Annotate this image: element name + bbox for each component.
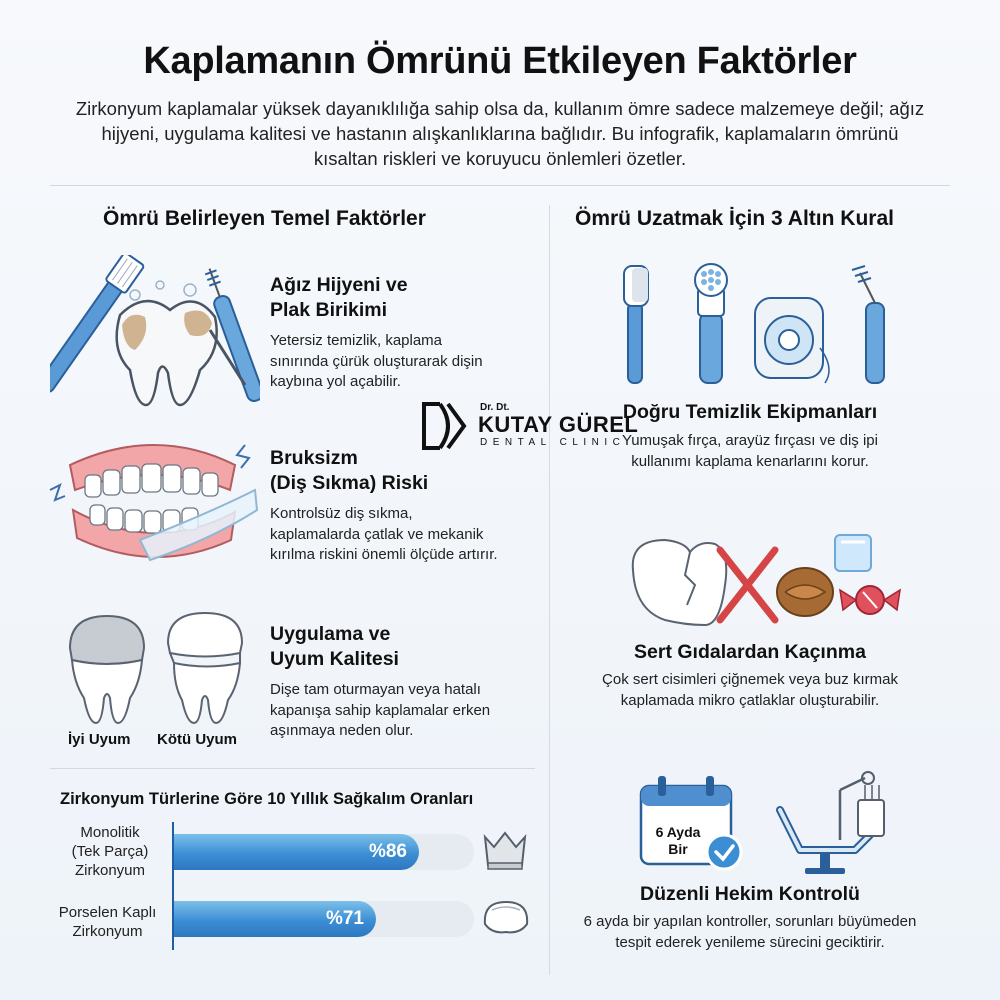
factor-hygiene-desc-line2: sınırında çürük oluşturarak dişin	[270, 352, 483, 370]
factor-bruxism-desc	[270, 504, 498, 566]
bad-fit-tooth-icon	[160, 608, 255, 728]
logo-subtitle: DENTAL CLINIC	[480, 437, 626, 448]
hard-food-warning-icon	[625, 530, 915, 640]
clinic-logo-icon	[416, 398, 472, 454]
calendar-label-line1: 6 Ayda	[655, 824, 701, 840]
rule-checkup-title: Düzenli Hekim Kontrolü	[640, 883, 860, 905]
factor-hygiene-desc-line3: kaybına yol açabilir.	[270, 373, 401, 390]
logo-name: KUTAY GÜREL	[478, 412, 639, 437]
factor-bruxism-title-line1: Bruksizm	[270, 447, 358, 469]
rule-hard-food-desc-line1: Çok sert cisimleri çiğnemek veya buz kırmak	[602, 671, 898, 688]
right-section-heading: Ömrü Uzatmak İçin 3 Altın Kural	[575, 207, 894, 230]
factor-fit-desc-line1: Dişe tam oturmayan veya hatalı	[270, 681, 481, 698]
logo-title-prefix: Dr. Dt.	[480, 402, 510, 413]
bad-fit-label: Kötü Uyum	[157, 731, 237, 748]
rule-cleaning-desc-line1: Yumuşak fırça, arayüz fırçası ve diş ipi	[622, 432, 878, 449]
factor-fit-desc-line3: aşınmaya neden olur.	[270, 722, 414, 739]
chart-divider	[50, 768, 535, 769]
crown-icon	[482, 829, 528, 873]
rule-hard-food-title: Sert Gıdalardan Kaçınma	[634, 641, 866, 663]
factor-bruxism-desc-line3: kırılma riskini önemli ölçüde artırır.	[270, 546, 498, 563]
chart-title: Zirkonyum Türlerine Göre 10 Yıllık Sağkalım Oranları	[60, 790, 474, 808]
calendar-label-line2: Bir	[668, 841, 688, 857]
chart-value-label-porcelain: %71	[325, 908, 364, 929]
factor-hygiene-desc	[270, 331, 483, 393]
factor-hygiene-title	[270, 273, 408, 323]
rule-hard-food-desc	[560, 670, 940, 711]
factor-hygiene-desc-line1: Yetersiz temizlik, kaplama	[270, 332, 443, 349]
chart-category-porcelain-line1: Porselen Kaplı	[58, 904, 157, 921]
factor-bruxism-desc-line2: kaplamalarda çatlak ve mekanik	[270, 525, 484, 543]
rule-cleaning-desc-line2: kullanımı kaplama kenarlarını korur.	[631, 452, 869, 470]
column-divider	[549, 205, 550, 975]
factor-hygiene-title-line1: Ağız Hijyeni ve	[270, 274, 408, 296]
dental-chair-icon	[770, 770, 890, 880]
factor-fit-title-line1: Uygulama ve	[270, 623, 391, 645]
intro-text: Zirkonyum kaplamalar yüksek dayanıklılığa sahip olsa da, kullanım ömre sadece malzemeye değil; ağız hijyeni, uygulama kalitesi ve hastanın alışkanlıklarına bağlıdır. Bu infografik, kaplamaların ömrünü kısaltan riskleri ve koruyucu önlemleri özetler.	[75, 98, 925, 169]
porcelain-crown-icon	[480, 896, 532, 940]
rule-checkup-desc	[550, 912, 950, 953]
good-fit-label: İyi Uyum	[68, 731, 131, 748]
chart-category-porcelain-line2: Zirkonyum	[72, 923, 143, 940]
bruxism-jaw-icon	[45, 430, 260, 575]
factor-bruxism-desc-line1: Kontrolsüz diş sıkma,	[270, 505, 413, 522]
factor-fit-desc	[270, 680, 490, 742]
chart-category-monolithic-line1: Monolitik	[80, 824, 140, 841]
factor-fit-title-line2: Uyum Kalitesi	[270, 648, 399, 670]
chart-category-monolithic	[55, 823, 165, 880]
factor-fit-title	[270, 622, 399, 672]
chart-category-monolithic-line3: Zirkonyum	[74, 862, 145, 879]
factor-fit-desc-line2: kapanışa sahip kaplamalar erken	[270, 701, 491, 719]
factor-hygiene-title-line2: Plak Birikimi	[270, 299, 388, 321]
rule-checkup-desc-line2: tespit ederek yenileme sürecini geciktirir.	[615, 933, 885, 951]
rule-checkup-desc-line1: 6 ayda bir yapılan kontroller, sorunları büyümeden	[583, 913, 917, 930]
factor-bruxism-title-line2: (Diş Sıkma) Riski	[270, 472, 429, 494]
plaque-tooth-icon	[50, 255, 260, 415]
good-fit-tooth-icon	[60, 608, 155, 728]
page-title: Kaplamanın Ömrünü Etkileyen Faktörler	[143, 40, 857, 82]
rule-hard-food-desc-line2: kaplamada mikro çatlaklar oluşturabilir.	[620, 691, 880, 709]
rule-cleaning-desc	[560, 431, 940, 472]
factor-bruxism-title	[270, 446, 428, 496]
calendar-label	[648, 824, 708, 858]
rule-cleaning-title: Doğru Temizlik Ekipmanları	[622, 401, 878, 423]
chart-category-monolithic-line2: (Tek Parça)	[71, 843, 149, 860]
chart-category-porcelain	[45, 903, 170, 941]
top-divider	[50, 185, 950, 186]
cleaning-tools-icon	[620, 258, 900, 388]
chart-value-label-monolithic: %86	[368, 841, 407, 862]
left-section-heading: Ömrü Belirleyen Temel Faktörler	[103, 207, 426, 230]
